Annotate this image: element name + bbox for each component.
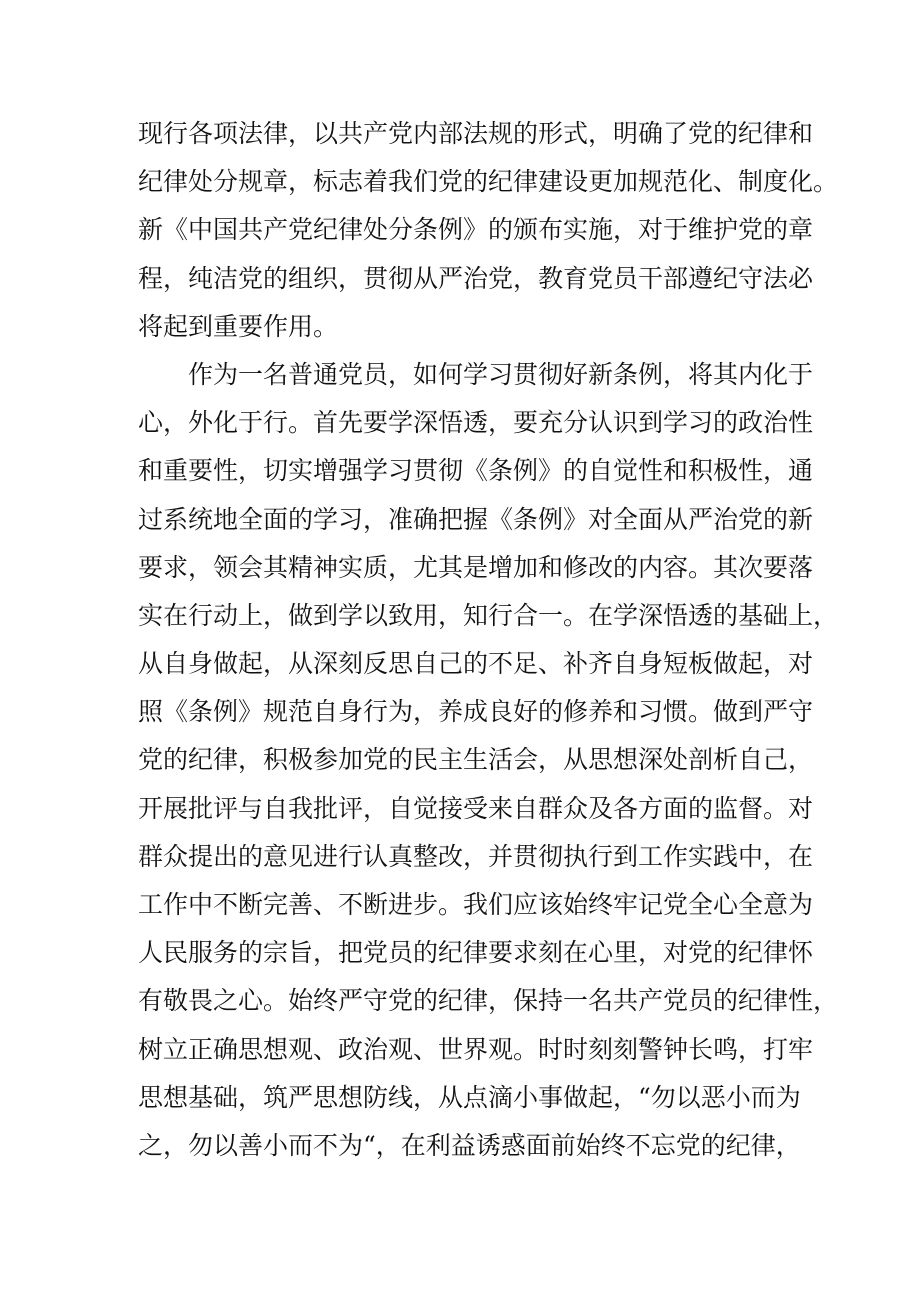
text-line: 开展批评与自我批评，自觉接受来自群众及各方面的监督。对 [138,793,814,823]
text-line: 树立正确思想观、政治观、世界观。时时刻刻警钟长鸣，打牢 [138,1034,814,1064]
text-line: 照《条例》规范自身行为，养成良好的修养和习惯。做到严守 [138,697,814,727]
text-line: 之，勿以善小而不为“，在利益诱惑面前始终不忘党的纪律， [138,1130,801,1160]
text-line: 心，外化于行。首先要学深悟透，要充分认识到学习的政治性 [138,408,814,438]
text-line: 实在行动上，做到学以致用，知行合一。在学深悟透的基础上， [138,600,839,630]
text-line: 人民服务的宗旨，把党员的纪律要求刻在心里，对党的纪律怀 [138,938,814,968]
text-line: 从自身做起，从深刻反思自己的不足、补齐自身短板做起，对 [138,649,814,679]
text-line: 党的纪律，积极参加党的民主生活会，从思想深处剖析自己， [138,745,814,775]
text-line: 新《中国共产党纪律处分条例》的颁布实施，对于维护党的章 [138,215,814,245]
body-text [138,110,839,1170]
text-line: 程，纯洁党的组织，贯彻从严治党，教育党员干部遵纪守法必 [138,263,814,293]
text-line: 纪律处分规章，标志着我们党的纪律建设更加规范化、制度化。 [138,167,839,197]
paragraph-first-line: 作为一名普通党员，如何学习贯彻好新条例，将其内化于 [188,359,814,389]
text-line: 思想基础，筑严思想防线，从点滴小事做起，“勿以恶小而为 [138,1082,801,1112]
text-line: 和重要性，切实增强学习贯彻《条例》的自觉性和积极性，通 [138,456,814,486]
text-line: 有敬畏之心。始终严守党的纪律，保持一名共产党员的纪律性， [138,986,839,1016]
text-line: 工作中不断完善、不断进步。我们应该始终牢记党全心全意为 [138,890,814,919]
text-line: 现行各项法律，以共产党内部法规的形式，明确了党的纪律和 [138,119,814,148]
paragraph-end-line: 将起到重要作用。 [138,311,339,341]
text-line: 要求，领会其精神实质，尤其是增加和修改的内容。其次要落 [138,552,814,582]
text-line: 过系统地全面的学习，准确把握《条例》对全面从严治党的新 [138,504,814,534]
text-line: 群众提出的意见进行认真整改，并贯彻执行到工作实践中，在 [138,841,814,871]
